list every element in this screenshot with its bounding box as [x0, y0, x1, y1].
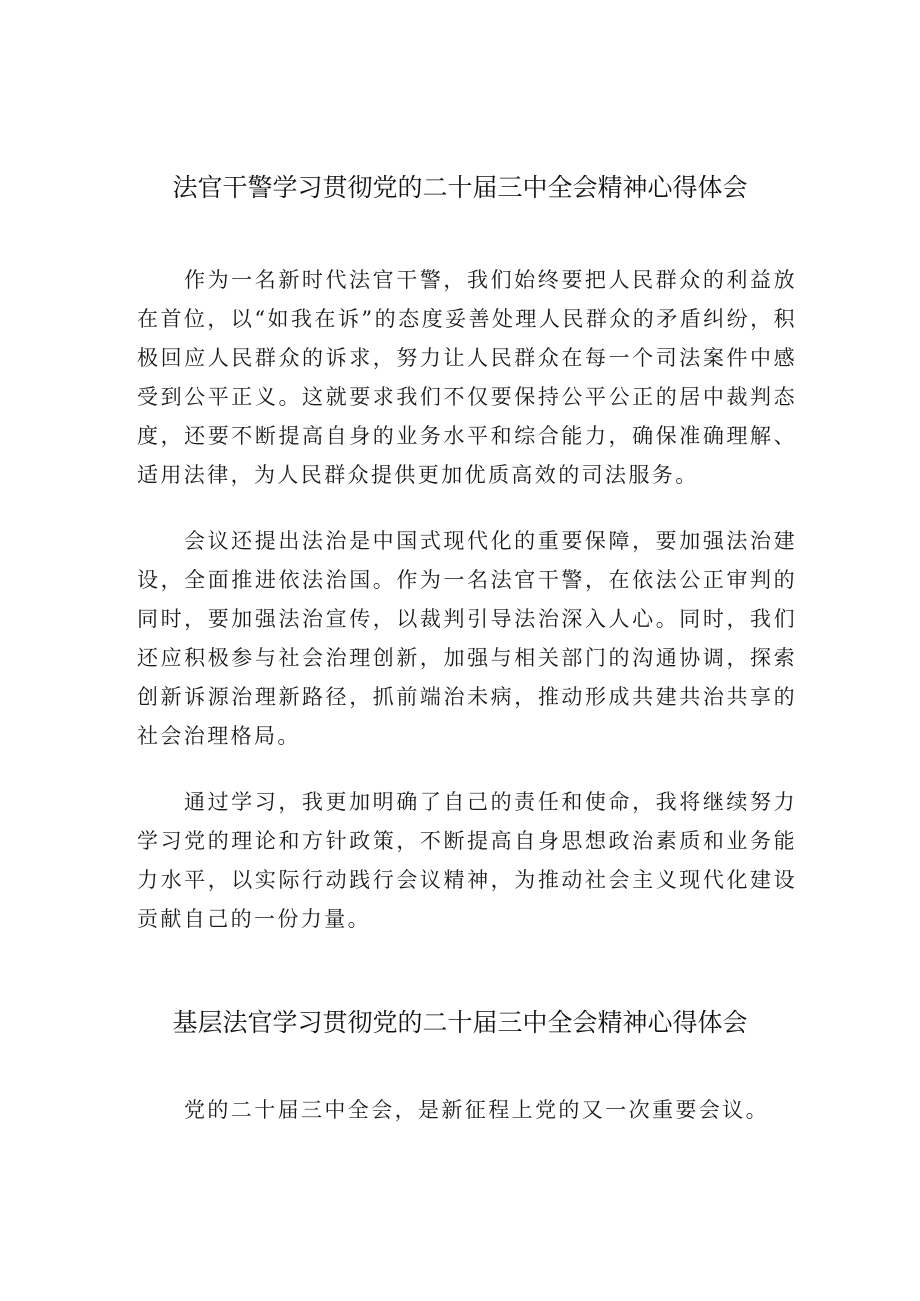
section-2-title: 基层法官学习贯彻党的二十届三中全会精神心得体会 [172, 1008, 748, 1037]
section-1-title: 法官干警学习贯彻党的二十届三中全会精神心得体会 [172, 173, 748, 202]
section-1-paragraph-2: 会议还提出法治是中国式现代化的重要保障，要加强法治建设，全面推进依法治国。作为一名法官干警，在依法公正审判的同时，要加强法治宣传，以裁判引导法治深入人心。同时，我们还应积极参与社会治理创新，加强与相关部门的沟通协调，探索创新诉源治理新路径，抓前端治未病，推动形成共建共治共享的社会治理格局。 [137, 529, 797, 748]
section-1-paragraph-3: 通过学习，我更加明确了自己的责任和使命，我将继续努力学习党的理论和方针政策，不断提高自身思想政治素质和业务能力水平，以实际行动践行会议精神，为推动社会主义现代化建设贡献自己的一份力量。 [137, 790, 797, 931]
section-2-paragraph-1: 党的二十届三中全会，是新征程上党的又一次重要会议。 [184, 1098, 769, 1122]
section-1-paragraph-1: 作为一名新时代法官干警，我们始终要把人民群众的利益放在首位，以“如我在诉”的态度妥善处理人民群众的矛盾纠纷，积极回应人民群众的诉求，努力让人民群众在每一个司法案件中感受到公平正义。这就要求我们不仅要保持公平公正的居中裁判态度，还要不断提高自身的业务水平和综合能力，确保准确理解、适用法律，为人民群众提供更加优质高效的司法服务。 [137, 268, 797, 487]
